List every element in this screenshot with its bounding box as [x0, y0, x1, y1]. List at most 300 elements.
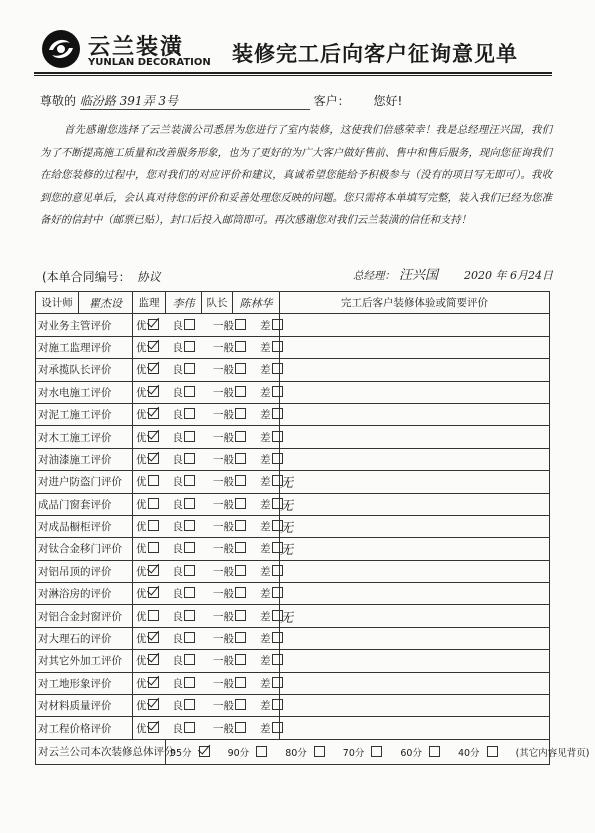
- document-title: 装修完工后向客户征询意见单: [232, 42, 518, 66]
- rating-label: 差: [260, 565, 271, 578]
- rating-option: [260, 588, 283, 600]
- evaluation-row: [36, 717, 550, 739]
- rating-checkbox[interactable]: [148, 722, 159, 733]
- signoff-label: 总经理：: [353, 270, 395, 282]
- evaluation-row: [36, 426, 550, 448]
- evaluation-row: [36, 627, 550, 649]
- score-label: 80分: [285, 747, 307, 759]
- score-checkbox[interactable]: [314, 746, 325, 757]
- rating-option: [260, 320, 283, 332]
- rating-checkbox[interactable]: [272, 453, 283, 464]
- rating-label: 优: [136, 453, 147, 466]
- rating-option: [213, 364, 246, 376]
- rating-option: [136, 454, 159, 466]
- rating-option: [173, 454, 196, 466]
- rating-checkbox[interactable]: [272, 341, 283, 352]
- rating-checkbox[interactable]: [184, 587, 195, 598]
- designer-label: 设计师: [36, 292, 79, 314]
- rating-label: 一般: [213, 655, 234, 668]
- signoff-date: 2020 年 6月24日: [464, 269, 553, 282]
- rating-options: [133, 650, 280, 672]
- comment-text: 无: [280, 543, 294, 559]
- rating-label: 优: [136, 610, 147, 623]
- rating-option: [213, 700, 246, 712]
- rating-option: [260, 655, 283, 667]
- rating-option: [136, 588, 159, 600]
- rating-checkbox[interactable]: [235, 386, 246, 397]
- rating-options: [133, 560, 280, 582]
- rating-option: [213, 432, 246, 444]
- rating-option: [213, 342, 246, 354]
- rating-checkbox[interactable]: [272, 431, 283, 442]
- score-option: [458, 748, 504, 759]
- row-comment[interactable]: [280, 314, 550, 336]
- rating-checkbox[interactable]: [148, 565, 159, 576]
- rating-option: [173, 700, 196, 712]
- rating-checkbox[interactable]: [184, 498, 195, 509]
- rating-checkbox[interactable]: [148, 587, 159, 598]
- rating-options: [133, 359, 280, 381]
- rating-checkbox[interactable]: [148, 408, 159, 419]
- rating-option: [173, 320, 196, 332]
- rating-checkbox[interactable]: [235, 542, 246, 553]
- rating-checkbox[interactable]: [235, 722, 246, 733]
- rating-option: [136, 387, 159, 399]
- rating-label: 良: [172, 588, 183, 601]
- row-comment[interactable]: [280, 471, 550, 493]
- score-option: [228, 748, 274, 759]
- rating-checkbox[interactable]: [184, 520, 195, 531]
- rating-checkbox[interactable]: [184, 722, 195, 733]
- rating-label: 良: [172, 498, 183, 511]
- evaluation-row: [36, 672, 550, 694]
- rating-label: 差: [260, 341, 271, 354]
- score-checkbox[interactable]: [256, 746, 267, 757]
- row-comment[interactable]: [280, 336, 550, 358]
- rating-label: 差: [260, 386, 271, 399]
- rating-checkbox[interactable]: [235, 341, 246, 352]
- rating-label: 差: [260, 364, 271, 377]
- rating-label: 差: [260, 633, 271, 646]
- rating-label: 差: [260, 476, 271, 489]
- rating-checkbox[interactable]: [184, 475, 195, 486]
- table-header-row: [36, 292, 550, 314]
- rating-option: [213, 543, 246, 555]
- rating-options: [133, 605, 280, 627]
- evaluation-row: [36, 695, 550, 717]
- rating-label: 差: [260, 498, 271, 511]
- rating-checkbox[interactable]: [148, 475, 159, 486]
- rating-option: [213, 611, 246, 623]
- rating-option: [173, 432, 196, 444]
- greeting-suffix: 客户：: [313, 94, 350, 108]
- signature: 汪兴国: [399, 268, 439, 283]
- row-comment[interactable]: [280, 672, 550, 694]
- rating-option: [136, 678, 159, 690]
- rating-checkbox[interactable]: [272, 319, 283, 330]
- rating-option: [173, 409, 196, 421]
- rating-checkbox[interactable]: [184, 319, 195, 330]
- comment-text: 无: [280, 498, 294, 514]
- rating-label: 优: [136, 431, 147, 444]
- rating-option: [260, 678, 283, 690]
- rating-checkbox[interactable]: [272, 610, 283, 621]
- rating-option: [213, 655, 246, 667]
- rating-checkbox[interactable]: [235, 475, 246, 486]
- row-label: 对泥工施工评价: [36, 403, 133, 425]
- rating-label: 优: [136, 700, 147, 713]
- rating-checkbox[interactable]: [148, 498, 159, 509]
- rating-option: [173, 387, 196, 399]
- rating-options: [133, 336, 280, 358]
- rating-label: 优: [136, 565, 147, 578]
- score-label: 90分: [227, 747, 250, 759]
- rating-checkbox[interactable]: [235, 565, 246, 576]
- rating-options: [133, 583, 280, 605]
- comment-text: 无: [280, 476, 294, 492]
- rating-checkbox[interactable]: [184, 386, 195, 397]
- row-comment[interactable]: [280, 515, 550, 537]
- row-comment[interactable]: [280, 381, 550, 403]
- rating-checkbox[interactable]: [148, 699, 159, 710]
- rating-option: [173, 723, 196, 735]
- row-label: 对业务主管评价: [36, 314, 133, 336]
- rating-checkbox[interactable]: [184, 431, 195, 442]
- rating-checkbox[interactable]: [184, 654, 195, 665]
- rating-checkbox[interactable]: [184, 699, 195, 710]
- rating-option: [213, 454, 246, 466]
- rating-label: 优: [136, 521, 147, 534]
- rating-checkbox[interactable]: [272, 520, 283, 531]
- rating-checkbox[interactable]: [272, 699, 283, 710]
- rating-label: 一般: [213, 633, 234, 646]
- row-comment[interactable]: [280, 448, 550, 470]
- rating-option: [213, 678, 246, 690]
- rating-option: [173, 611, 196, 623]
- rating-checkbox[interactable]: [235, 677, 246, 688]
- row-comment[interactable]: [280, 493, 550, 515]
- rating-option: [173, 655, 196, 667]
- rating-option: [136, 432, 159, 444]
- rating-option: [260, 342, 283, 354]
- header-rule: [34, 72, 552, 74]
- rating-label: 一般: [213, 521, 234, 534]
- designer-value: 瞿杰设: [79, 292, 133, 314]
- score-option: [343, 748, 389, 759]
- rating-label: 良: [172, 453, 183, 466]
- rating-checkbox[interactable]: [235, 319, 246, 330]
- rating-label: 一般: [213, 565, 234, 578]
- comment-header: 完工后客户装修体验或简要评价: [280, 292, 550, 314]
- rating-options: [133, 538, 280, 560]
- rating-option: [173, 543, 196, 555]
- score-checkbox[interactable]: [487, 746, 498, 757]
- rating-checkbox[interactable]: [235, 610, 246, 621]
- row-label: 对工地形象评价: [36, 672, 133, 694]
- rating-label: 差: [260, 655, 271, 668]
- rating-option: [213, 409, 246, 421]
- row-label: 对进户防盗门评价: [36, 471, 133, 493]
- rating-option: [136, 723, 159, 735]
- signoff: [353, 264, 553, 283]
- rating-options: [133, 717, 280, 739]
- score-checkbox[interactable]: [199, 746, 210, 757]
- rating-option: [136, 320, 159, 332]
- letter-body: 首先感谢您选择了云兰装潢公司悉居为您进行了室内装修，这使我们倍感荣幸！我是总经理汪兴国，我们为了不断提高施工质量和改善服务形象，也为了更好的为广大客户做好售前、售中和售后服务，现向您征询我们在给您装修的过程中，您对我们的对应评价和建议，真诚希望您能给予积极参与（没有的项目写无即可）。我收到您的意见单后，会认真对待您的评价和妥善处理您反映的问题。您只需将本单填写完整，装入我们已经为您准备好的信封中（邮票已贴），封口后投入邮筒即可。再次感谢您对我们云兰装潢的信任和支持！: [40, 124, 552, 227]
- evaluation-table: [35, 291, 590, 765]
- rating-checkbox[interactable]: [148, 677, 159, 688]
- rating-option: [213, 499, 246, 511]
- rating-checkbox[interactable]: [235, 520, 246, 531]
- rating-option: [136, 633, 159, 645]
- see-back-note: (其它内容见背页): [515, 747, 590, 759]
- comment-text: 无: [280, 610, 294, 626]
- rating-checkbox[interactable]: [235, 453, 246, 464]
- evaluation-row: [36, 336, 550, 358]
- rating-option: [260, 700, 283, 712]
- rating-label: 差: [260, 453, 271, 466]
- brand-name-cn: 云兰装潢: [88, 35, 185, 60]
- row-comment[interactable]: [280, 650, 550, 672]
- row-comment[interactable]: [280, 538, 550, 560]
- rating-label: 良: [172, 386, 183, 399]
- evaluation-row: [36, 448, 550, 470]
- evaluation-row: [36, 538, 550, 560]
- rating-option: [136, 342, 159, 354]
- rating-option: [136, 611, 159, 623]
- rating-option: [173, 364, 196, 376]
- rating-option: [260, 364, 283, 376]
- rating-label: 差: [260, 700, 271, 713]
- score-label: 95分: [170, 747, 192, 759]
- rating-checkbox[interactable]: [148, 654, 159, 665]
- rating-checkbox[interactable]: [184, 677, 195, 688]
- rating-checkbox[interactable]: [184, 610, 195, 621]
- rating-checkbox[interactable]: [148, 520, 159, 531]
- rating-option: [213, 566, 246, 578]
- evaluation-row: [36, 403, 550, 425]
- rating-checkbox[interactable]: [148, 363, 159, 374]
- row-comment[interactable]: [280, 583, 550, 605]
- rating-checkbox[interactable]: [184, 363, 195, 374]
- rating-checkbox[interactable]: [148, 431, 159, 442]
- rating-checkbox[interactable]: [235, 632, 246, 643]
- rating-checkbox[interactable]: [235, 363, 246, 374]
- supervisor-value: 李伟: [166, 292, 202, 314]
- rating-checkbox[interactable]: [148, 341, 159, 352]
- rating-label: 一般: [213, 341, 234, 354]
- rating-checkbox[interactable]: [272, 654, 283, 665]
- rating-option: [260, 454, 283, 466]
- rating-checkbox[interactable]: [272, 363, 283, 374]
- rating-option: [173, 342, 196, 354]
- rating-checkbox[interactable]: [235, 699, 246, 710]
- rating-label: 优: [136, 476, 147, 489]
- rating-options: [133, 695, 280, 717]
- rating-label: 优: [136, 722, 147, 735]
- row-comment[interactable]: [280, 560, 550, 582]
- row-label: 对工程价格评价: [36, 717, 133, 739]
- rating-checkbox[interactable]: [272, 408, 283, 419]
- rating-label: 一般: [213, 498, 234, 511]
- rating-label: 一般: [213, 476, 234, 489]
- evaluation-row: [36, 314, 550, 336]
- rating-label: 良: [172, 677, 183, 690]
- row-label: 对淋浴房的评价: [36, 583, 133, 605]
- row-label: 对钛合金移门评价: [36, 538, 133, 560]
- rating-checkbox[interactable]: [235, 431, 246, 442]
- rating-option: [136, 543, 159, 555]
- supervisor-label: 监理: [133, 292, 166, 314]
- rating-label: 良: [172, 565, 183, 578]
- rating-option: [173, 566, 196, 578]
- rating-checkbox[interactable]: [184, 341, 195, 352]
- rating-label: 一般: [213, 543, 234, 556]
- rating-label: 优: [136, 319, 147, 332]
- score-label: 40分: [457, 747, 480, 759]
- rating-option: [136, 409, 159, 421]
- rating-option: [173, 678, 196, 690]
- score-option: [285, 748, 331, 759]
- evaluation-row: [36, 515, 550, 537]
- rating-checkbox[interactable]: [184, 453, 195, 464]
- rating-checkbox[interactable]: [235, 654, 246, 665]
- rating-label: 一般: [213, 453, 234, 466]
- brand-name-en: YUNLAN DECORATION: [88, 57, 211, 68]
- evaluation-row: [36, 359, 550, 381]
- rating-checkbox[interactable]: [184, 542, 195, 553]
- row-comment[interactable]: [280, 717, 550, 739]
- score-option: [170, 748, 216, 759]
- rating-option: [213, 633, 246, 645]
- rating-checkbox[interactable]: [148, 453, 159, 464]
- rating-label: 良: [172, 341, 183, 354]
- rating-label: 差: [260, 409, 271, 422]
- rating-label: 良: [172, 521, 183, 534]
- rating-checkbox[interactable]: [272, 386, 283, 397]
- row-label: 对其它外加工评价: [36, 650, 133, 672]
- row-label: 成品门窗套评价: [36, 493, 133, 515]
- score-checkbox[interactable]: [371, 746, 382, 757]
- rating-checkbox[interactable]: [272, 632, 283, 643]
- row-comment[interactable]: [280, 605, 550, 627]
- rating-label: 优: [136, 498, 147, 511]
- rating-checkbox[interactable]: [272, 498, 283, 509]
- rating-checkbox[interactable]: [272, 542, 283, 553]
- rating-option: [260, 409, 283, 421]
- total-score-options: [166, 739, 590, 764]
- rating-checkbox[interactable]: [184, 632, 195, 643]
- row-comment[interactable]: [280, 695, 550, 717]
- rating-checkbox[interactable]: [272, 677, 283, 688]
- rating-option: [136, 476, 159, 488]
- evaluation-row: [36, 471, 550, 493]
- rating-label: 一般: [213, 722, 234, 735]
- row-comment[interactable]: [280, 403, 550, 425]
- rating-checkbox[interactable]: [272, 722, 283, 733]
- rating-option: [213, 320, 246, 332]
- total-score-label: 对云兰公司本次装修总体评分: [36, 739, 166, 764]
- greeting-prefix: 尊敬的: [40, 94, 77, 108]
- rating-label: 一般: [213, 386, 234, 399]
- rating-option: [260, 723, 283, 735]
- row-comment[interactable]: [280, 627, 550, 649]
- rating-checkbox[interactable]: [235, 498, 246, 509]
- rating-label: 优: [136, 543, 147, 556]
- rating-label: 一般: [213, 319, 234, 332]
- row-comment[interactable]: [280, 426, 550, 448]
- rating-checkbox[interactable]: [148, 632, 159, 643]
- rating-options: [133, 426, 280, 448]
- rating-checkbox[interactable]: [272, 587, 283, 598]
- rating-checkbox[interactable]: [148, 610, 159, 621]
- rating-checkbox[interactable]: [272, 475, 283, 486]
- rating-checkbox[interactable]: [184, 408, 195, 419]
- rating-label: 一般: [213, 409, 234, 422]
- evaluation-row: [36, 493, 550, 515]
- rating-checkbox[interactable]: [148, 319, 159, 330]
- rating-options: [133, 314, 280, 336]
- score-checkbox[interactable]: [429, 746, 440, 757]
- rating-label: 良: [172, 409, 183, 422]
- rating-label: 良: [172, 364, 183, 377]
- evaluation-row: [36, 381, 550, 403]
- comment-text: 无: [280, 521, 294, 537]
- customer-address: 临汾路 391弄 3号: [80, 92, 310, 110]
- rating-checkbox[interactable]: [148, 386, 159, 397]
- rating-option: [136, 700, 159, 712]
- rating-label: 优: [136, 677, 147, 690]
- rating-label: 一般: [213, 431, 234, 444]
- yunlan-logo: [40, 28, 82, 70]
- rating-option: [213, 521, 246, 533]
- row-label: 对施工监理评价: [36, 336, 133, 358]
- rating-options: [133, 471, 280, 493]
- rating-checkbox[interactable]: [235, 408, 246, 419]
- rating-label: 差: [260, 319, 271, 332]
- rating-checkbox[interactable]: [184, 565, 195, 576]
- rating-options: [133, 403, 280, 425]
- rating-checkbox[interactable]: [235, 587, 246, 598]
- captain-label: 队长: [202, 292, 233, 314]
- row-label: 对铝合金封窗评价: [36, 605, 133, 627]
- rating-option: [260, 387, 283, 399]
- score-option: [400, 748, 446, 759]
- rating-label: 良: [172, 655, 183, 668]
- rating-option: [213, 588, 246, 600]
- rating-option: [260, 633, 283, 645]
- rating-label: 一般: [213, 610, 234, 623]
- rating-option: [213, 723, 246, 735]
- rating-label: 优: [136, 364, 147, 377]
- rating-label: 差: [260, 722, 271, 735]
- evaluation-row: [36, 650, 550, 672]
- rating-label: 良: [172, 476, 183, 489]
- rating-label: 良: [172, 700, 183, 713]
- rating-options: [133, 448, 280, 470]
- rating-checkbox[interactable]: [148, 542, 159, 553]
- row-comment[interactable]: [280, 359, 550, 381]
- rating-label: 良: [172, 319, 183, 332]
- score-label: 60分: [400, 747, 422, 759]
- rating-label: 优: [136, 633, 147, 646]
- evaluation-row: [36, 605, 550, 627]
- rating-checkbox[interactable]: [272, 565, 283, 576]
- rating-label: 差: [260, 543, 271, 556]
- rating-option: [136, 521, 159, 533]
- rating-label: 优: [136, 386, 147, 399]
- row-label: 对材料质量评价: [36, 695, 133, 717]
